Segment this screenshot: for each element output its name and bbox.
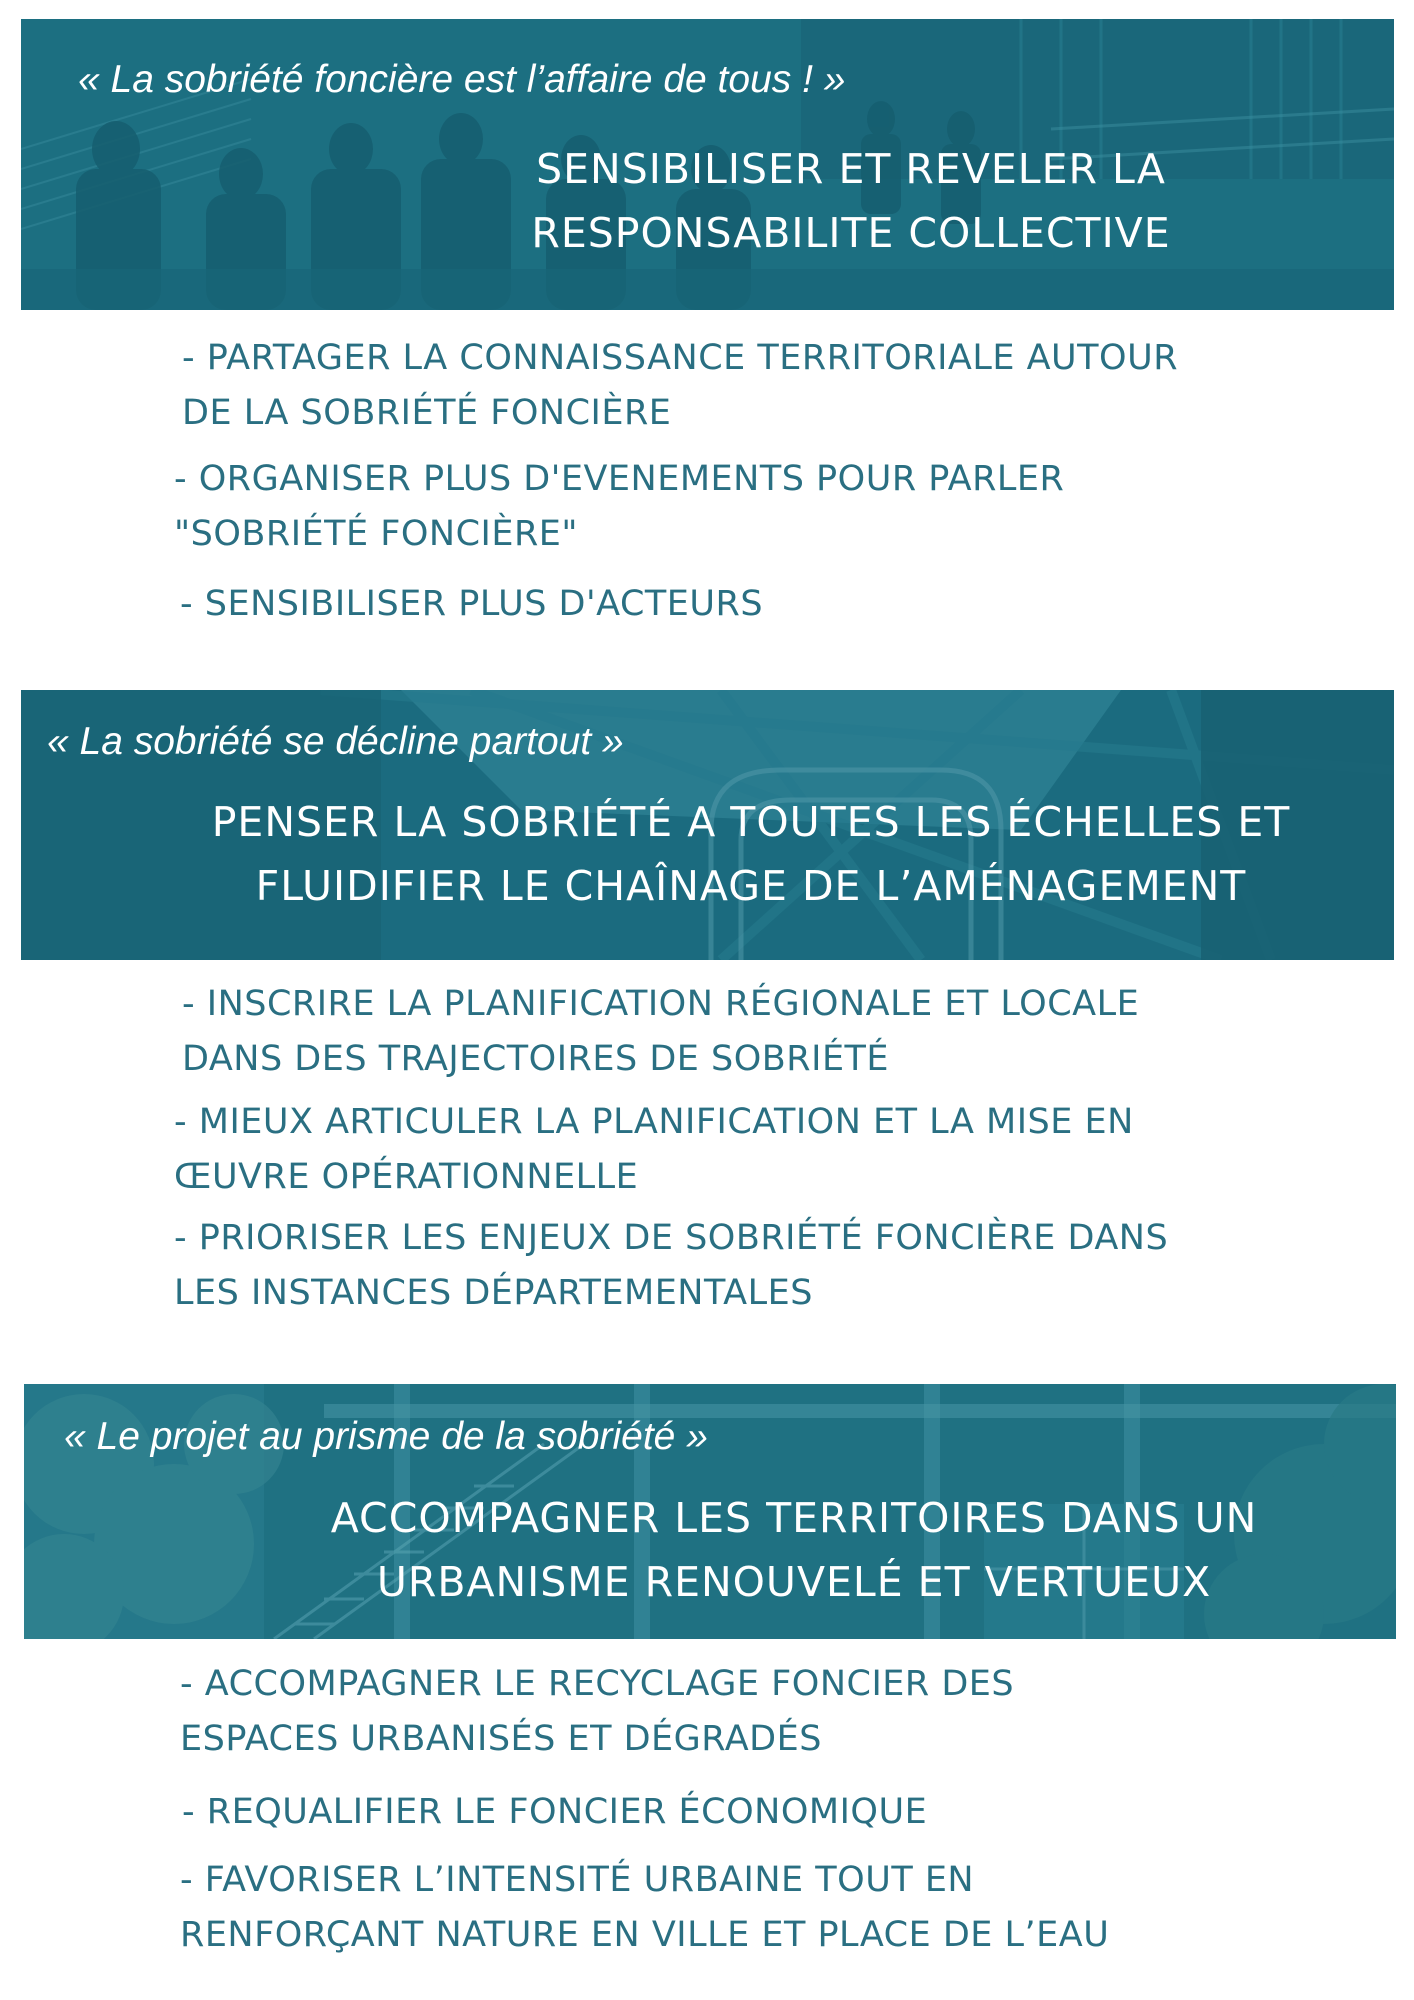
section-2-item-1-line-2: DANS DES TRAJECTOIRES DE SOBRIÉTÉ: [182, 1039, 890, 1079]
section-2-item-2-line-1: - MIEUX ARTICULER LA PLANIFICATION ET LA MISE EN: [174, 1102, 1134, 1142]
section-1-quote: « La sobriété foncière est l’affaire de tous ! »: [78, 58, 846, 101]
section-1-item-1-line-1: - PARTAGER LA CONNAISSANCE TERRITORIALE AUTOUR: [182, 338, 1179, 378]
section-3-item-1-line-1: - ACCOMPAGNER LE RECYCLAGE FONCIER DES: [180, 1664, 1015, 1704]
section-1-item-1: [182, 331, 1178, 441]
section-2-title: [121, 790, 1381, 918]
section-3-banner: [24, 1384, 1396, 1639]
section-1-item-1-line-2: DE LA SOBRIÉTÉ FONCIÈRE: [182, 393, 672, 433]
section-2-item-3-line-1: - PRIORISER LES ENJEUX DE SOBRIÉTÉ FONCIÈRE DANS: [174, 1218, 1169, 1258]
section-2-item-1: [182, 977, 1139, 1087]
section-2-item-2: [174, 1095, 1134, 1205]
section-3-quote: « Le projet au prisme de la sobriété »: [64, 1415, 708, 1458]
section-1-title-line-2: RESPONSABILITE COLLECTIVE: [531, 209, 1171, 257]
section-2-quote: « La sobriété se décline partout »: [47, 720, 624, 763]
section-1-item-3-line-1: - SENSIBILISER PLUS D'ACTEURS: [180, 584, 764, 624]
section-3-title: [244, 1486, 1344, 1614]
section-3-item-3-line-1: - FAVORISER L’INTENSITÉ URBAINE TOUT EN: [180, 1860, 975, 1900]
section-2-title-line-1: PENSER LA SOBRIÉTÉ A TOUTES LES ÉCHELLES ET: [211, 798, 1291, 846]
section-2-title-line-2: FLUIDIFIER LE CHAÎNAGE DE L’AMÉNAGEMENT: [255, 862, 1247, 910]
section-2-item-1-line-1: - INSCRIRE LA PLANIFICATION RÉGIONALE ET LOCALE: [182, 984, 1140, 1024]
section-2-item-3-line-2: LES INSTANCES DÉPARTEMENTALES: [174, 1273, 813, 1313]
section-3-item-3: [180, 1853, 1109, 1963]
section-3-item-1: [180, 1657, 1014, 1767]
section-3-item-1-line-2: ESPACES URBANISÉS ET DÉGRADÉS: [180, 1719, 822, 1759]
section-2-item-3: [174, 1211, 1168, 1321]
section-3-title-line-1: ACCOMPAGNER LES TERRITOIRES DANS UN: [330, 1494, 1258, 1542]
section-2-item-2-line-2: ŒUVRE OPÉRATIONNELLE: [174, 1157, 639, 1197]
section-3-item-3-line-2: RENFORÇANT NATURE EN VILLE ET PLACE DE L’EAU: [180, 1915, 1110, 1955]
section-1-title-line-1: SENSIBILISER ET REVELER LA: [536, 145, 1166, 193]
section-2-banner: [21, 690, 1394, 960]
section-1-banner: [21, 19, 1394, 310]
section-1-title: [481, 137, 1221, 265]
section-1-item-2-line-2: "SOBRIÉTÉ FONCIÈRE": [174, 514, 579, 554]
section-3-title-line-2: URBANISME RENOUVELÉ ET VERTUEUX: [376, 1558, 1212, 1606]
section-1-item-3: [180, 577, 763, 632]
section-1-item-2: [174, 452, 1064, 562]
section-1-item-2-line-1: - ORGANISER PLUS D'EVENEMENTS POUR PARLER: [174, 459, 1065, 499]
section-3-item-2: [182, 1785, 927, 1840]
section-3-item-2-line-1: - REQUALIFIER LE FONCIER ÉCONOMIQUE: [182, 1792, 928, 1832]
